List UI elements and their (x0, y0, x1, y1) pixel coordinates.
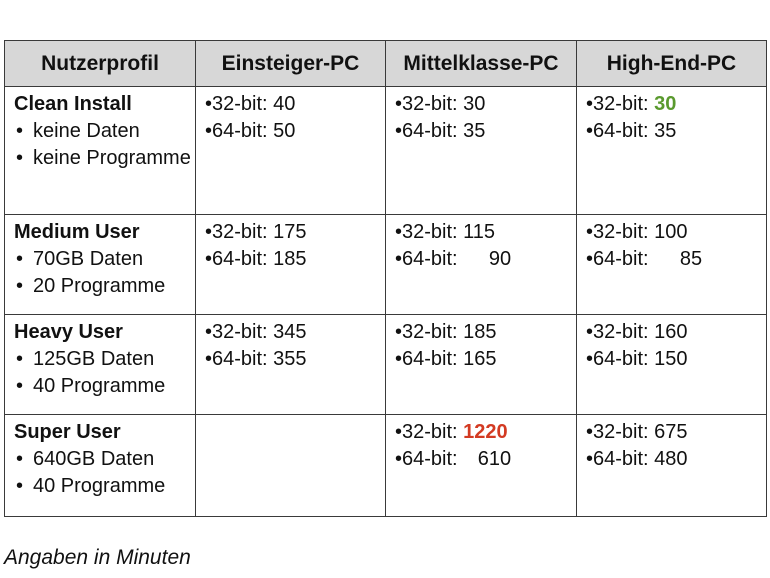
time-cell-mittelklasse (386, 415, 577, 517)
table-row (5, 415, 767, 517)
time-64bit: •64-bit: 35 (586, 120, 677, 142)
time-32bit: •32-bit: 40 (205, 93, 296, 115)
time-cell-mittelklasse (386, 315, 577, 415)
time-cell-einsteiger-empty (196, 415, 386, 517)
table-row (5, 215, 767, 315)
time-64bit: •64-bit: 35 (395, 120, 486, 142)
time-cell-einsteiger (196, 315, 386, 415)
profile-detail: • 40 Programme (16, 375, 166, 397)
profile-detail: • 640GB Daten (16, 448, 155, 470)
profile-detail: • keine Daten (16, 120, 140, 142)
profile-name: Super User (14, 421, 121, 443)
time-64bit: •64-bit: 610 (395, 448, 512, 470)
time-32bit: •32-bit: 1220 (395, 421, 508, 443)
profile-cell (5, 315, 196, 415)
boot-time-table-container (4, 40, 766, 517)
header-row (5, 41, 767, 87)
footnote: Angaben in Minuten (4, 546, 191, 569)
time-64bit: •64-bit: 90 (395, 248, 512, 270)
time-cell-high-end (577, 415, 767, 517)
profile-detail: • 40 Programme (16, 475, 166, 497)
table-row (5, 87, 767, 215)
time-32bit: •32-bit: 160 (586, 321, 688, 343)
slowest-time-value: 1220 (463, 421, 508, 443)
time-cell-mittelklasse (386, 215, 577, 315)
time-32bit: •32-bit: 345 (205, 321, 307, 343)
time-cell-high-end (577, 315, 767, 415)
time-64bit: •64-bit: 85 (586, 248, 703, 270)
profile-detail: • 70GB Daten (16, 248, 144, 270)
profile-cell (5, 215, 196, 315)
profile-detail: • keine Programme (16, 147, 191, 169)
time-cell-high-end (577, 215, 767, 315)
time-32bit: •32-bit: 115 (395, 221, 496, 243)
fastest-time-value: 30 (654, 93, 677, 115)
header-mittelklasse-pc: Mittelklasse-PC (386, 41, 577, 87)
profile-cell (5, 415, 196, 517)
time-64bit: •64-bit: 50 (205, 120, 296, 142)
time-64bit: •64-bit: 480 (586, 448, 688, 470)
profile-cell (5, 87, 196, 215)
header-einsteiger-pc: Einsteiger-PC (196, 41, 386, 87)
profile-name: Clean Install (14, 93, 132, 115)
time-32bit: •32-bit: 185 (395, 321, 497, 343)
header-high-end-pc: High-End-PC (577, 41, 767, 87)
time-cell-einsteiger (196, 87, 386, 215)
header-nutzerprofil: Nutzerprofil (5, 41, 196, 87)
time-cell-high-end (577, 87, 767, 215)
table-row (5, 315, 767, 415)
time-cell-mittelklasse (386, 87, 577, 215)
profile-detail: • 20 Programme (16, 275, 166, 297)
boot-time-table (4, 40, 767, 517)
profile-name: Medium User (14, 221, 140, 243)
time-32bit: •32-bit: 30 (586, 93, 677, 115)
time-32bit: •32-bit: 100 (586, 221, 688, 243)
time-32bit: •32-bit: 675 (586, 421, 688, 443)
time-64bit: •64-bit: 150 (586, 348, 688, 370)
time-32bit: •32-bit: 175 (205, 221, 307, 243)
time-64bit: •64-bit: 355 (205, 348, 307, 370)
time-64bit: •64-bit: 185 (205, 248, 307, 270)
time-cell-einsteiger (196, 215, 386, 315)
profile-name: Heavy User (14, 321, 123, 343)
time-32bit: •32-bit: 30 (395, 93, 486, 115)
time-64bit: •64-bit: 165 (395, 348, 497, 370)
profile-detail: • 125GB Daten (16, 348, 155, 370)
